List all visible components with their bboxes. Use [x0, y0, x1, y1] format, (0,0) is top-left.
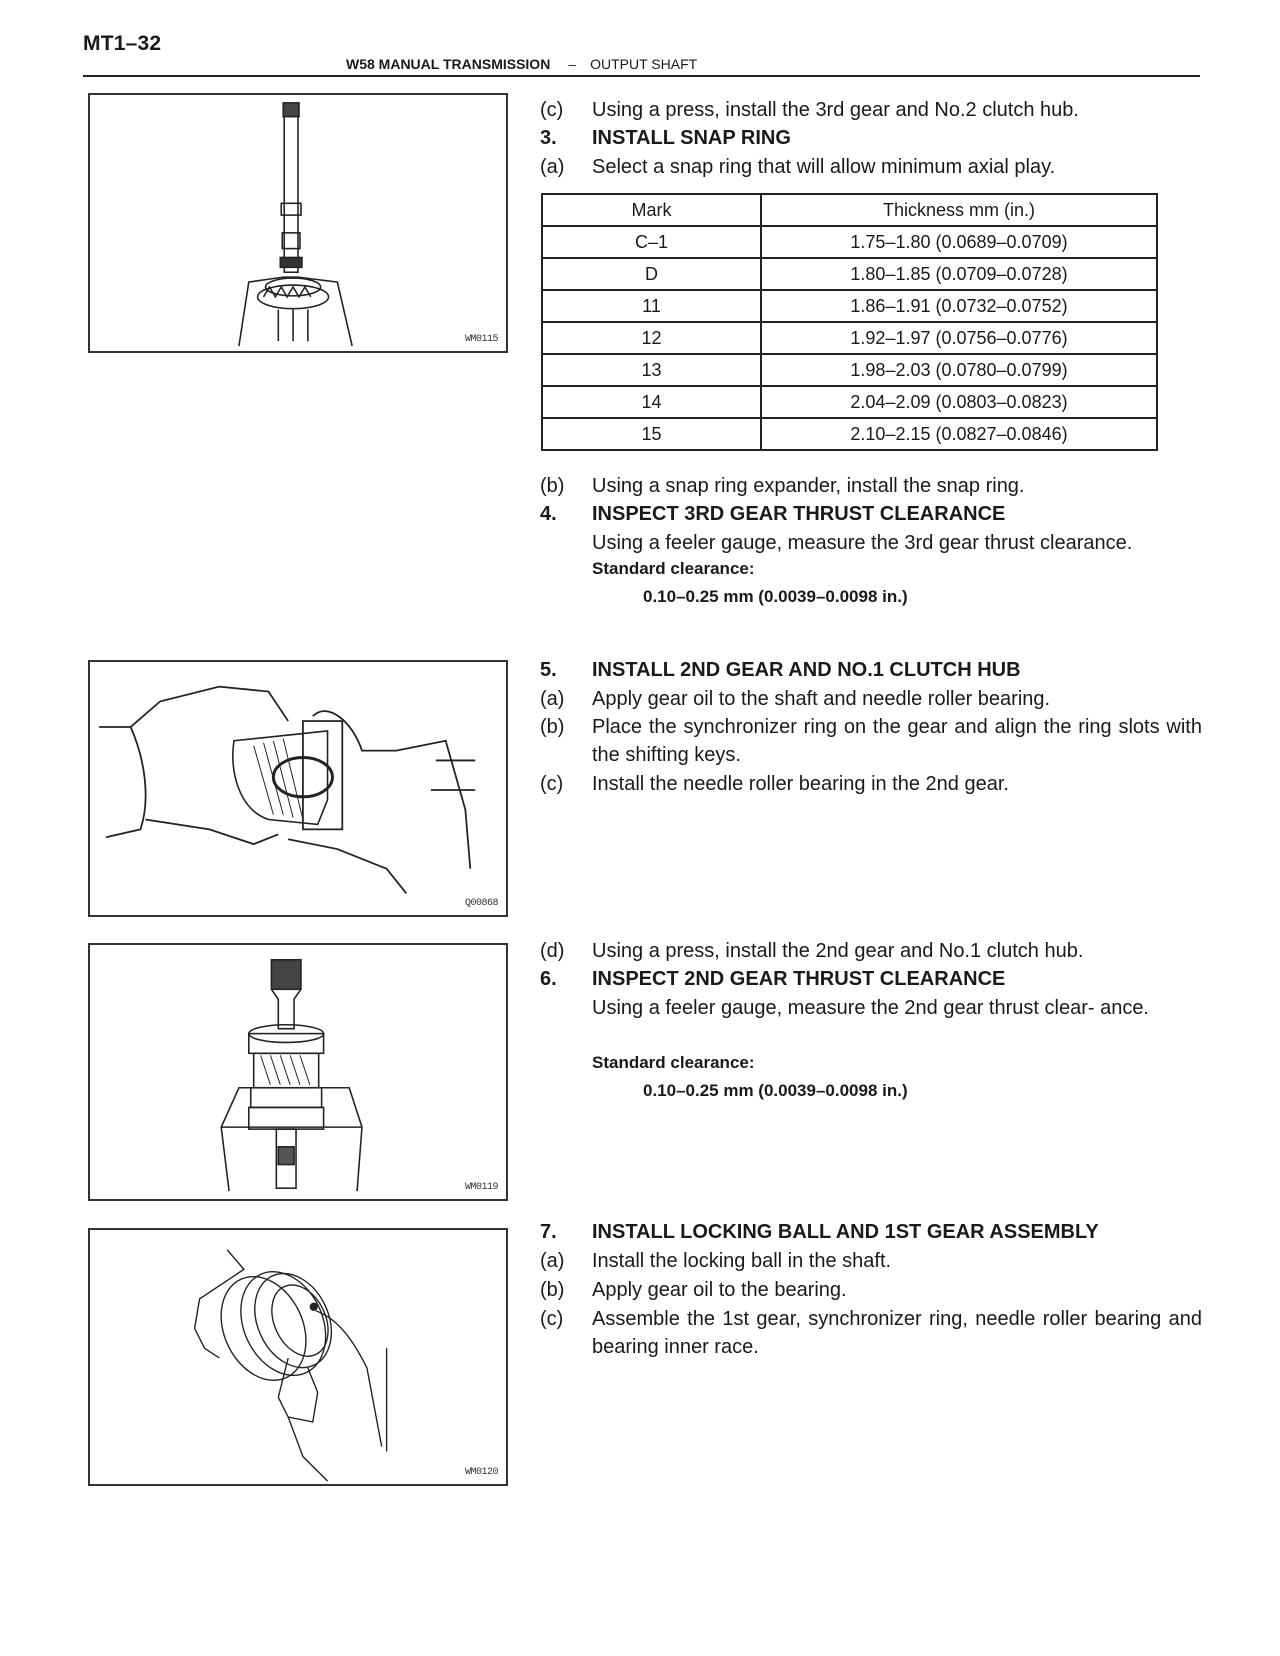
- mark-cell: 12: [542, 322, 761, 354]
- figure-code: Q00868: [464, 898, 498, 909]
- heading-step-6: [540, 965, 1005, 993]
- step-text: Using a snap ring expander, install the snap ring.: [592, 475, 1025, 497]
- step-text: Apply gear oil to the shaft and needle roller bearing.: [592, 688, 1051, 710]
- heading-step-7: [540, 1218, 1099, 1246]
- thickness-cell: 2.04–2.09 (0.0803–0.0823): [761, 386, 1157, 418]
- step-text: Using a press, install the 2nd gear and No.1 clutch hub.: [592, 940, 1084, 962]
- step-number: 7.: [540, 1221, 557, 1243]
- table-row: [542, 354, 1157, 386]
- mark-cell: 14: [542, 386, 761, 418]
- heading-step-5: [540, 656, 1021, 684]
- step-3c: [540, 96, 1079, 124]
- thickness-cell: 1.86–1.91 (0.0732–0.0752): [761, 290, 1157, 322]
- step-heading: INSTALL LOCKING BALL AND 1ST GEAR ASSEMBLY: [592, 1221, 1099, 1243]
- step-label: (a): [540, 688, 565, 710]
- step-text: Select a snap ring that will allow minimum axial play.: [592, 156, 1056, 178]
- step-5b-label: [540, 713, 592, 741]
- step-text: Install the locking ball in the shaft.: [592, 1250, 892, 1272]
- spec-label: Standard clearance:: [592, 1053, 755, 1072]
- step-number: 5.: [540, 659, 557, 681]
- step-label: (b): [540, 716, 565, 738]
- table-row: [542, 418, 1157, 450]
- step-label: (d): [540, 940, 565, 962]
- figure-press-2nd-gear: [88, 943, 508, 1201]
- figure-synchronizer-alignment: [88, 660, 508, 917]
- step-heading: INSTALL 2ND GEAR AND NO.1 CLUTCH HUB: [592, 659, 1021, 681]
- column-header-mark: Mark: [542, 194, 761, 226]
- step-label: (a): [540, 1250, 565, 1272]
- step-text: Apply gear oil to the bearing.: [592, 1279, 847, 1301]
- header-rule: [83, 75, 1200, 77]
- step-3b: [540, 472, 1025, 500]
- section-title: W58 MANUAL TRANSMISSION: [346, 56, 551, 72]
- hands-synchronizer-illustration: [90, 662, 506, 915]
- step-4-text: Using a feeler gauge, measure the 3rd gear thrust clearance.: [592, 532, 1133, 554]
- step-heading: INSPECT 3RD GEAR THRUST CLEARANCE: [592, 503, 1006, 525]
- step-7a: [540, 1247, 891, 1275]
- running-head: [346, 56, 697, 72]
- step-5a: [540, 685, 1050, 713]
- table-row: [542, 322, 1157, 354]
- step-7c-text: Assemble the 1st gear, synchronizer ring, needle roller bearing and bearing inner race.: [592, 1308, 1202, 1358]
- table-header-row: [542, 194, 1157, 226]
- spec-value: 0.10–0.25 mm (0.0039–0.0098 in.): [643, 587, 908, 606]
- mark-cell: D: [542, 258, 761, 290]
- figure-locking-ball: [88, 1228, 508, 1486]
- table-row: [542, 226, 1157, 258]
- table-row: [542, 258, 1157, 290]
- figure-code: WM0120: [464, 1467, 498, 1478]
- thickness-cell: 1.92–1.97 (0.0756–0.0776): [761, 322, 1157, 354]
- step-7b: [540, 1276, 847, 1304]
- locking-ball-illustration: [90, 1230, 506, 1484]
- figure-code: WM0115: [464, 334, 498, 345]
- step-label: (c): [540, 1308, 564, 1330]
- step-label: (c): [540, 773, 564, 795]
- step-label: (a): [540, 156, 565, 178]
- step-3a: [540, 153, 1055, 181]
- heading-step-3: [540, 124, 791, 152]
- step-6-text: Using a feeler gauge, measure the 2nd gear thrust clear- ance.: [592, 997, 1149, 1019]
- step-number: 4.: [540, 503, 557, 525]
- separator: –: [568, 56, 577, 72]
- mark-cell: C–1: [542, 226, 761, 258]
- step-text: Using a press, install the 3rd gear and No.2 clutch hub.: [592, 99, 1079, 121]
- page-number: MT1–32: [83, 32, 162, 55]
- step-heading: INSPECT 2ND GEAR THRUST CLEARANCE: [592, 968, 1006, 990]
- figure-code: WM0119: [464, 1182, 498, 1193]
- column-header-thickness: Thickness mm (in.): [761, 194, 1157, 226]
- step-7c-label: [540, 1305, 592, 1333]
- press-gears-illustration: [90, 945, 506, 1199]
- mark-cell: 11: [542, 290, 761, 322]
- mark-cell: 13: [542, 354, 761, 386]
- subsection-title: OUTPUT SHAFT: [590, 56, 698, 72]
- figure-press-3rd-gear: [88, 93, 508, 353]
- step-label: (b): [540, 475, 565, 497]
- thickness-cell: 1.98–2.03 (0.0780–0.0799): [761, 354, 1157, 386]
- mark-cell: 15: [542, 418, 761, 450]
- step-text: Install the needle roller bearing in the 2nd gear.: [592, 773, 1009, 795]
- step-5b-text: Place the synchronizer ring on the gear and align the ring slots with the shifting keys.: [592, 716, 1202, 766]
- thickness-cell: 2.10–2.15 (0.0827–0.0846): [761, 418, 1157, 450]
- step-number: 6.: [540, 968, 557, 990]
- step-label: (b): [540, 1279, 565, 1301]
- spec-value: 0.10–0.25 mm (0.0039–0.0098 in.): [643, 1081, 908, 1100]
- step-label: (c): [540, 99, 564, 121]
- step-number: 3.: [540, 127, 557, 149]
- thickness-cell: 1.75–1.80 (0.0689–0.0709): [761, 226, 1157, 258]
- table-row: [542, 386, 1157, 418]
- press-shaft-illustration: [90, 95, 506, 351]
- step-5c: [540, 770, 1009, 798]
- table-row: [542, 290, 1157, 322]
- thickness-cell: 1.80–1.85 (0.0709–0.0728): [761, 258, 1157, 290]
- heading-step-4: [540, 500, 1005, 528]
- step-5d: [540, 937, 1083, 965]
- step-heading: INSTALL SNAP RING: [592, 127, 791, 149]
- snap-ring-table: [541, 193, 1158, 451]
- spec-label: Standard clearance:: [592, 559, 755, 578]
